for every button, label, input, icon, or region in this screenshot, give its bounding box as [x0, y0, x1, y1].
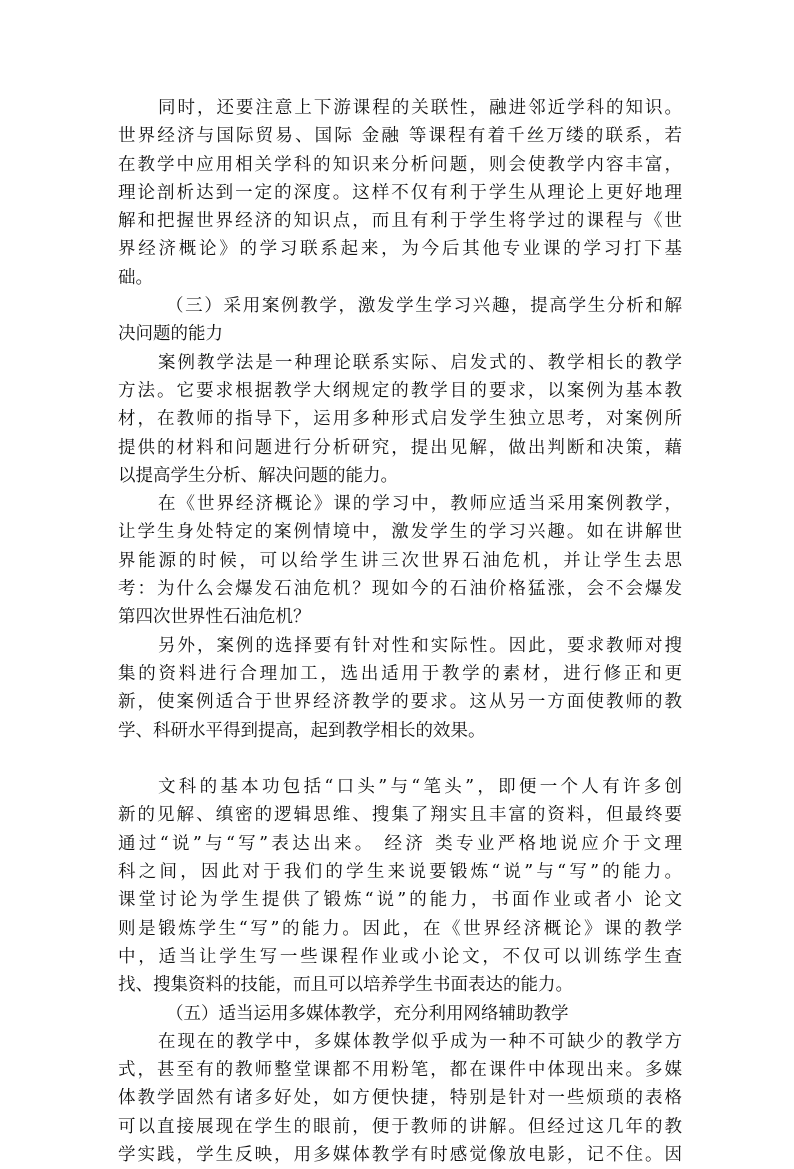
para-related-courses — [118, 94, 682, 292]
text-line: 材，在教师的指导下，运用多种形式启发学生独立思考，对案例所 — [118, 409, 682, 430]
text-line: 则是锻炼学生“写”的能力。因此，在《世界经济概论》课的教学 — [118, 918, 682, 939]
text-line: 集的资料进行合理加工，选出适用于教学的素材，进行修正和更 — [118, 663, 682, 684]
text-line: 在现在的教学中，多媒体教学似乎成为一种不可缺少的教学方 — [158, 1031, 682, 1052]
text-line: （五）适当运用多媒体教学，充分利用网络辅助教学 — [166, 1003, 569, 1024]
text-line: 学实践，学生反映，用多媒体教学有时感觉像放电影，记不住。因 — [118, 1144, 682, 1165]
heading-multimedia — [118, 1000, 682, 1028]
para-speaking-writing — [118, 773, 682, 999]
text-line: 式，甚至有的教师整堂课都不用粉笔，都在课件中体现出来。多媒 — [118, 1060, 682, 1081]
text-line: 通过“说”与“写”表达出来。 经济 类专业严格地说应介于文理 — [118, 833, 682, 854]
text-line: 学、科研水平得到提高，起到教学相长的效果。 — [118, 720, 486, 741]
text-line: 界经济概论》的学习联系起来，为今后其他专业课的学习打下基 — [118, 239, 682, 260]
text-line: 世界经济与国际贸易、国际 金融 等课程有着千丝万缕的联系，若 — [118, 126, 682, 147]
heading-case-teaching — [118, 292, 682, 349]
text-line: 中，适当让学生写一些课程作业或小论文，不仅可以训练学生查 — [118, 946, 682, 967]
text-line: 界能源的时候，可以给学生讲三次世界石油危机，并让学生去思 — [118, 550, 682, 571]
text-line: 解和把握世界经济的知识点，而且有利于学生将学过的课程与《世 — [118, 211, 682, 232]
text-line: 体教学固然有诸多好处，如方便快捷，特别是针对一些烦琐的表格 — [118, 1088, 682, 1109]
text-line: 理论剖析达到一定的深度。这样不仅有利于学生从理论上更好地理 — [118, 182, 682, 203]
para-case-selection — [118, 632, 682, 745]
para-oil-crisis — [118, 490, 682, 631]
text-line: 在教学中应用相关学科的知识来分析问题，则会使教学内容丰富， — [118, 154, 682, 175]
text-line: 科之间，因此对于我们的学生来说要锻炼“说”与“写”的能力。 — [118, 862, 682, 883]
text-line: 在《世界经济概论》课的学习中，教师应适当采用案例教学， — [158, 494, 682, 515]
blank-gap — [118, 745, 682, 773]
text-line: 提供的材料和问题进行分析研究，提出见解，做出判断和决策，藉 — [118, 437, 682, 458]
text-line: 可以直接展现在学生的眼前，便于教师的讲解。但经过这几年的教 — [118, 1116, 682, 1137]
text-line: 新，使案例适合于世界经济教学的要求。这从另一方面使教师的教 — [118, 692, 682, 713]
document-page — [118, 94, 682, 1169]
text-line: 方法。它要求根据教学大纲规定的教学目的要求，以案例为基本教 — [118, 380, 682, 401]
text-line: 第四次世界性石油危机？ — [118, 607, 311, 628]
text-line: 础。 — [118, 267, 153, 288]
text-line: 决问题的能力 — [118, 324, 223, 345]
text-line: 课堂讨论为学生提供了锻炼“说”的能力，书面作业或者小 论文 — [118, 890, 682, 911]
text-line: 同时，还要注意上下游课程的关联性，融进邻近学科的知识。 — [158, 98, 682, 118]
para-case-method — [118, 349, 682, 490]
text-line: 找、搜集资料的技能，而且可以培养学生书面表达的能力。 — [118, 975, 573, 996]
text-line: 让学生身处特定的案例情境中，激发学生的学习兴趣。如在讲解世 — [118, 522, 682, 543]
text-line: 新的见解、缜密的逻辑思维、搜集了翔实且丰富的资料，但最终要 — [118, 805, 682, 826]
text-line: 另外，案例的选择要有针对性和实际性。因此，要求教师对搜 — [158, 635, 682, 656]
para-multimedia — [118, 1028, 682, 1169]
text-line: 文科的基本功包括“口头”与“笔头”，即便一个人有许多创 — [158, 777, 682, 798]
text-line: 案例教学法是一种理论联系实际、启发式的、教学相长的教学 — [158, 352, 682, 373]
text-line: 以提高学生分析、解决问题的能力。 — [118, 465, 398, 486]
text-line: （三）采用案例教学，激发学生学习兴趣，提高学生分析和解 — [166, 296, 682, 317]
text-line: 考：为什么会爆发石油危机？现如今的石油价格猛涨，会不会爆发 — [118, 579, 682, 600]
